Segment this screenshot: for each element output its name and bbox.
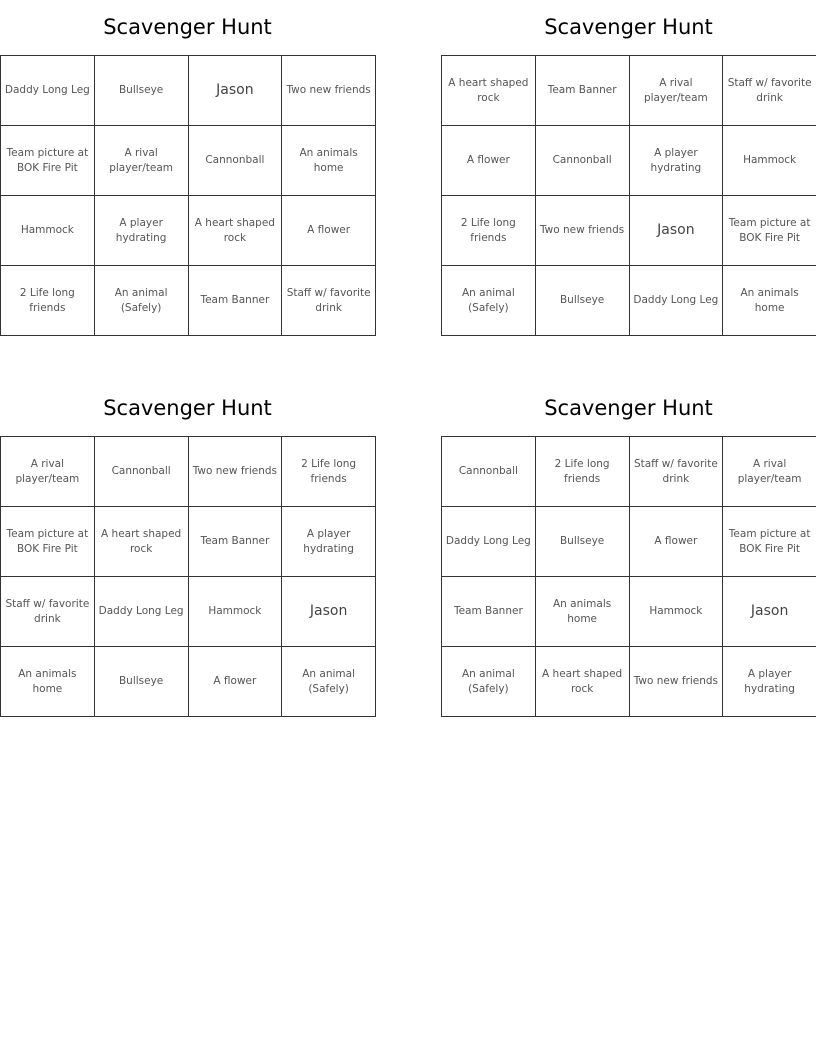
grid-cell: Two new friends <box>535 196 629 266</box>
grid-row <box>1 577 376 647</box>
grid-cell: A rival player/team <box>723 437 816 507</box>
grid-cell: An animals home <box>1 647 95 717</box>
grid-cell: Hammock <box>723 126 816 196</box>
bingo-grid <box>0 436 376 717</box>
grid-row <box>442 56 816 126</box>
grid-cell: 2 Life long friends <box>442 196 536 266</box>
bingo-grid <box>0 55 376 336</box>
grid-cell: Two new friends <box>188 437 282 507</box>
grid-cell: Jason <box>188 56 282 126</box>
grid-row <box>442 577 816 647</box>
grid-cell: 2 Life long friends <box>282 437 376 507</box>
grid-cell: A rival player/team <box>629 56 723 126</box>
grid-row <box>442 437 816 507</box>
card-title: Scavenger Hunt <box>103 15 272 39</box>
grid-cell: Staff w/ favorite drink <box>1 577 95 647</box>
grid-cell: Two new friends <box>282 56 376 126</box>
grid-cell: A heart shaped rock <box>188 196 282 266</box>
grid-cell: Daddy Long Leg <box>629 266 723 336</box>
grid-cell: Staff w/ favorite drink <box>282 266 376 336</box>
grid-cell: Bullseye <box>535 507 629 577</box>
grid-row <box>442 266 816 336</box>
grid-cell: Team Banner <box>442 577 536 647</box>
grid-cell: Cannonball <box>442 437 536 507</box>
grid-cell: A flower <box>629 507 723 577</box>
grid-cell: Team Banner <box>188 266 282 336</box>
grid-row <box>442 126 816 196</box>
grid-cell: Daddy Long Leg <box>1 56 95 126</box>
grid-cell: An animals home <box>535 577 629 647</box>
grid-cell: An animal (Safely) <box>282 647 376 717</box>
bingo-grid <box>441 436 816 717</box>
grid-cell: An animal (Safely) <box>442 647 536 717</box>
card-title: Scavenger Hunt <box>103 396 272 420</box>
card-title: Scavenger Hunt <box>544 396 713 420</box>
grid-cell: Two new friends <box>629 647 723 717</box>
grid-cell: Cannonball <box>94 437 188 507</box>
grid-cell: Team Banner <box>188 507 282 577</box>
grid-row <box>1 507 376 577</box>
grid-cell: Jason <box>723 577 816 647</box>
card-title: Scavenger Hunt <box>544 15 713 39</box>
grid-row <box>1 196 376 266</box>
grid-cell: A flower <box>282 196 376 266</box>
grid-cell: Hammock <box>629 577 723 647</box>
grid-cell: Hammock <box>1 196 95 266</box>
grid-cell: A player hydrating <box>282 507 376 577</box>
grid-cell: A player hydrating <box>723 647 816 717</box>
grid-cell: Staff w/ favorite drink <box>629 437 723 507</box>
grid-row <box>1 126 376 196</box>
grid-cell: An animals home <box>723 266 816 336</box>
grid-cell: Team Banner <box>535 56 629 126</box>
grid-cell: Staff w/ favorite drink <box>723 56 816 126</box>
grid-cell: 2 Life long friends <box>1 266 95 336</box>
grid-cell: Team picture at BOK Fire Pit <box>1 507 95 577</box>
grid-cell: Team picture at BOK Fire Pit <box>723 507 816 577</box>
grid-row <box>442 647 816 717</box>
bingo-grid <box>441 55 816 336</box>
grid-row <box>1 266 376 336</box>
grid-cell: Team picture at BOK Fire Pit <box>723 196 816 266</box>
grid-row <box>442 196 816 266</box>
grid-cell: Jason <box>282 577 376 647</box>
grid-cell: A player hydrating <box>94 196 188 266</box>
grid-row <box>1 56 376 126</box>
grid-cell: Hammock <box>188 577 282 647</box>
grid-cell: An animals home <box>282 126 376 196</box>
grid-cell: An animal (Safely) <box>94 266 188 336</box>
grid-cell: A heart shaped rock <box>535 647 629 717</box>
grid-cell: Cannonball <box>535 126 629 196</box>
grid-cell: 2 Life long friends <box>535 437 629 507</box>
grid-cell: Daddy Long Leg <box>94 577 188 647</box>
grid-cell: Bullseye <box>94 647 188 717</box>
grid-row <box>1 647 376 717</box>
grid-cell: A rival player/team <box>94 126 188 196</box>
grid-cell: A heart shaped rock <box>94 507 188 577</box>
grid-cell: Bullseye <box>535 266 629 336</box>
grid-cell: A flower <box>442 126 536 196</box>
grid-cell: Jason <box>629 196 723 266</box>
grid-row <box>1 437 376 507</box>
grid-cell: Daddy Long Leg <box>442 507 536 577</box>
grid-cell: A rival player/team <box>1 437 95 507</box>
grid-cell: A player hydrating <box>629 126 723 196</box>
grid-cell: A flower <box>188 647 282 717</box>
grid-cell: Bullseye <box>94 56 188 126</box>
grid-cell: Team picture at BOK Fire Pit <box>1 126 95 196</box>
grid-cell: Cannonball <box>188 126 282 196</box>
grid-cell: An animal (Safely) <box>442 266 536 336</box>
grid-row <box>442 507 816 577</box>
grid-cell: A heart shaped rock <box>442 56 536 126</box>
